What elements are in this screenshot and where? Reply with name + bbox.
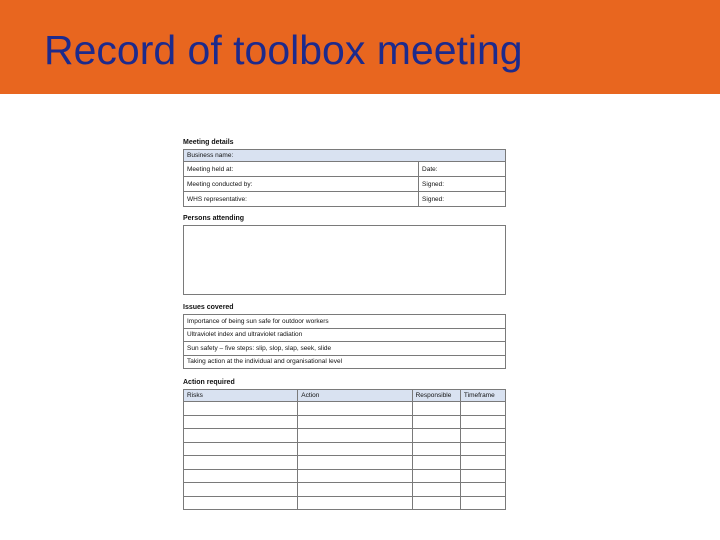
action-row — [184, 415, 506, 429]
action-cell — [412, 442, 460, 456]
action-row — [184, 469, 506, 483]
responsible-column-header: Responsible — [412, 390, 460, 402]
action-required-table — [183, 389, 506, 510]
action-cell — [298, 429, 412, 443]
action-cell — [184, 415, 298, 429]
action-cell — [460, 469, 505, 483]
action-cell — [298, 415, 412, 429]
conducted-by-label: Meeting conducted by: — [184, 177, 419, 192]
persons-attending-box — [183, 225, 506, 295]
slide-title: Record of toolbox meeting — [44, 27, 523, 73]
action-cell — [460, 496, 505, 510]
action-required-heading: Action required — [183, 379, 235, 386]
action-cell — [184, 402, 298, 416]
action-cell — [298, 496, 412, 510]
action-row — [184, 442, 506, 456]
action-row — [184, 402, 506, 416]
action-cell — [460, 429, 505, 443]
action-cell — [460, 483, 505, 497]
signed-label: Signed: — [419, 192, 506, 207]
action-cell — [412, 402, 460, 416]
business-name-row — [184, 150, 506, 162]
persons-attending-heading: Persons attending — [183, 215, 245, 222]
date-label: Date: — [419, 162, 506, 177]
whs-representative-label: WHS representative: — [184, 192, 419, 207]
details-row — [184, 177, 506, 192]
issue-row — [184, 342, 506, 356]
action-rows — [184, 402, 506, 510]
issue-row — [184, 328, 506, 342]
action-cell — [460, 402, 505, 416]
action-cell — [298, 456, 412, 470]
details-row — [184, 192, 506, 207]
action-cell — [298, 469, 412, 483]
meeting-details-heading: Meeting details — [183, 139, 234, 146]
action-cell — [298, 442, 412, 456]
action-cell — [184, 483, 298, 497]
action-cell — [184, 496, 298, 510]
issues-covered-table — [183, 314, 506, 369]
risks-column-header: Risks — [184, 390, 298, 402]
action-row — [184, 456, 506, 470]
action-cell — [412, 469, 460, 483]
issues-covered-heading: Issues covered — [183, 304, 234, 311]
signed-label: Signed: — [419, 177, 506, 192]
action-column-header: Action — [298, 390, 412, 402]
action-cell — [412, 429, 460, 443]
action-cell — [460, 442, 505, 456]
action-cell — [298, 402, 412, 416]
action-cell — [412, 483, 460, 497]
action-cell — [460, 415, 505, 429]
action-row — [184, 496, 506, 510]
action-cell — [412, 496, 460, 510]
action-cell — [184, 429, 298, 443]
issue-item: Taking action at the individual and organisational level — [184, 355, 506, 369]
timeframe-column-header: Timeframe — [460, 390, 505, 402]
issue-item: Importance of being sun safe for outdoor workers — [184, 315, 506, 329]
action-cell — [412, 415, 460, 429]
action-cell — [460, 456, 505, 470]
issue-row — [184, 315, 506, 329]
action-row — [184, 483, 506, 497]
action-cell — [184, 456, 298, 470]
issue-row — [184, 355, 506, 369]
action-cell — [412, 456, 460, 470]
details-row — [184, 162, 506, 177]
toolbox-meeting-form — [183, 137, 506, 510]
action-row — [184, 429, 506, 443]
action-cell — [184, 469, 298, 483]
issue-item: Sun safety – five steps: slip, slop, slap, seek, slide — [184, 342, 506, 356]
action-cell — [298, 483, 412, 497]
action-header-row — [184, 390, 506, 402]
issue-item: Ultraviolet index and ultraviolet radiation — [184, 328, 506, 342]
action-cell — [184, 442, 298, 456]
meeting-details-table — [183, 149, 506, 207]
meeting-held-at-label: Meeting held at: — [184, 162, 419, 177]
business-name-label: Business name: — [184, 150, 506, 162]
